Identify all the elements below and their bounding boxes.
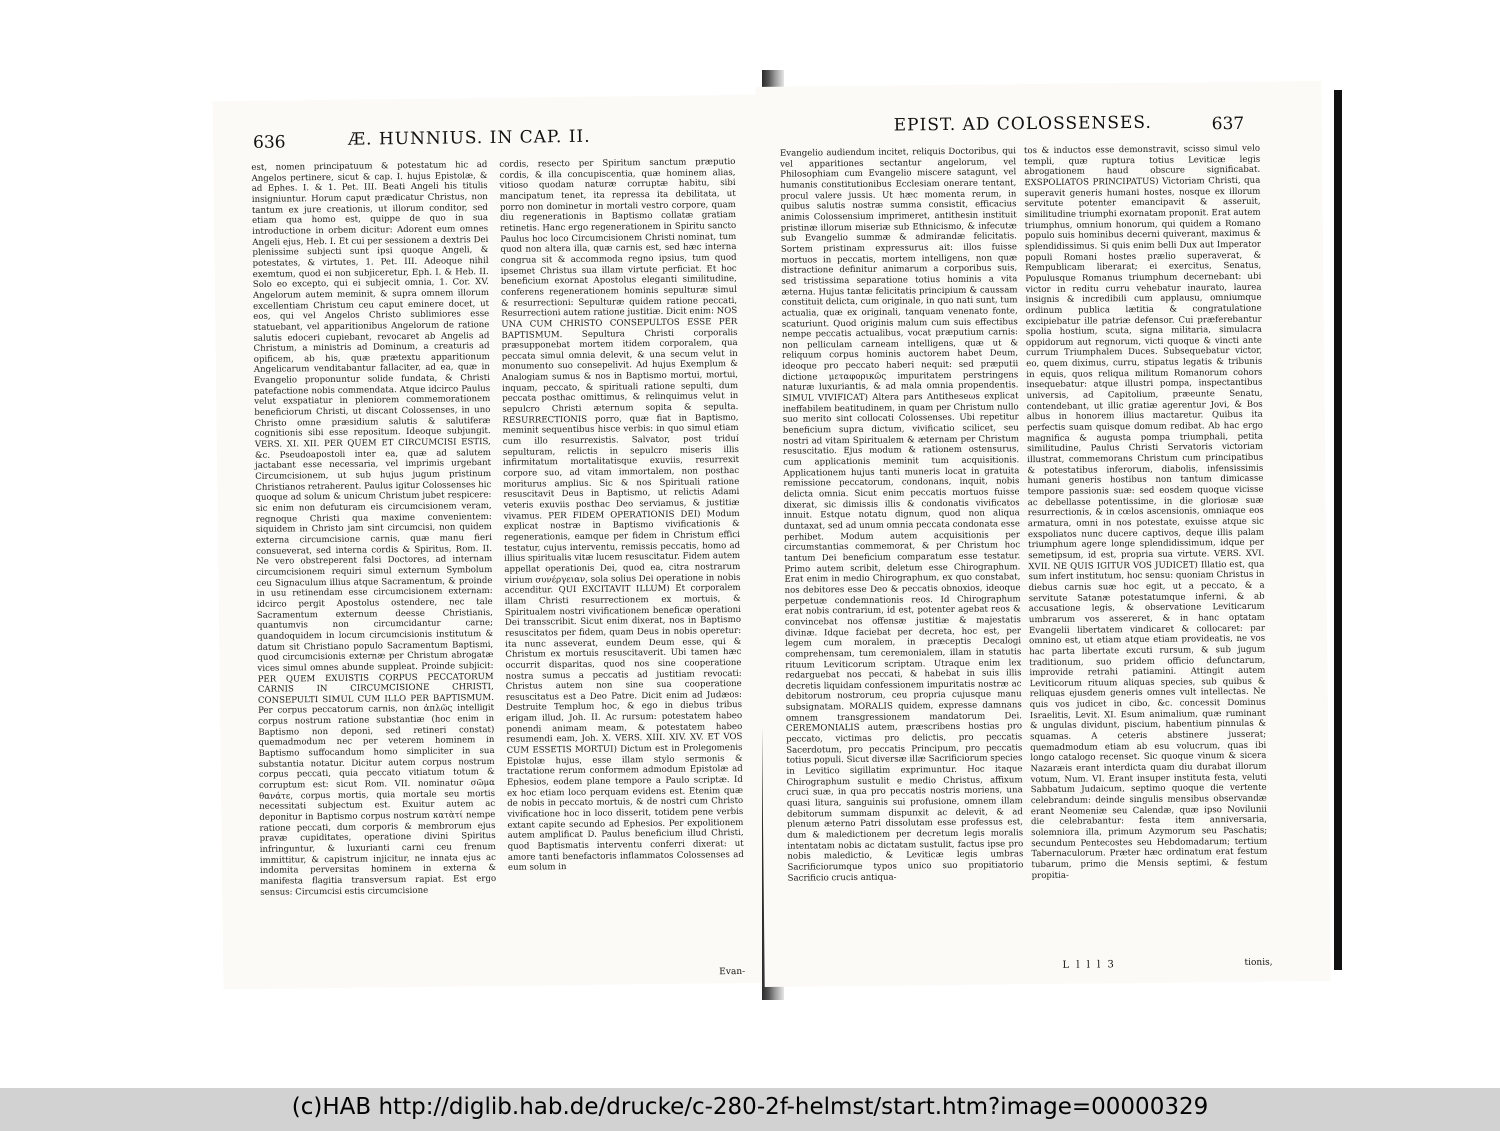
text-column [1024,144,1268,882]
signature-mark: L l l l 3 [1062,959,1116,971]
left-page [213,95,772,990]
column-text: est, nomen principatuum & potestatum hic ad Angelos pertinere, sicut & cap. I. hujus Epistolæ, & ad Ephes. I. & 1. Pet. III. Beati Angeli his titulis insigniuntur. Horum caput prædicatur Christus, non tantum ex jure creationis, ut illorum conditor, sed etiam qua homo est, quippe de quo in sua introductione in orbem dicitur: Adorent eum omnes Angeli ejus, Heb. I. Et cui per sessionem a dextris Dei plenissime subjecti sunt ipsi quoque Angeli, & potestates, & virtutes, 1. Pet. III. Adeoque nihil exemtum, quod ei non subjiceretur, Eph. I. & Heb. II. Solo eo excepto, qui ei subjecit omnia, 1. Cor. XV. Angelorum autem meminit, & supra omnem illorum excellentiam Christum ceu caput eminere docet, ut eos, qui vel Angelos Christo sublimiores esse statuebant, vel apparitionibus Angelorum de ratione salutis edoceri cupiebant, revocaret ab Angelis ad Christum, a ministris ad Dominum, a creaturis ad opificem, ab his, quæ prætextu apparitionum Angelicarum venditabantur fallaciter, ad ea, quæ in Evangelio proponuntur solide fundata, & Christi patefactione nobis commendata. Atque idcirco Paulus velut exspatiatur in pleniorem commemorationem beneficiorum Christi, ut discant Colossenses, in uno Christo omne præsidium salutis & salutiferæ cognitionis sibi esse repositum. Ideoque subjungit. VERS. XI. XII. PER QUEM ET CIRCUMCISI ESTIS, &c. Pseudoapostoli inter ea, quæ ad salutem jactabant esse necessaria, vel imprimis urgebant Circumcisionem, ut sub hujus jugum pristinum Christianos retraherent. Paulus igitur Colossenses hic quoque ad solum & unicum Christum jubet respicere: sic enim non defuturam eis circumcisionem veram, regnoque Christi qua maxime convenientem: siquidem in Christo jam sint circumcisi, non quidem externa circumcisione carnis, quæ manu fieri consueverat, sed interna cordis & Spiritus, Rom. II. Ne vero obstreperent falsi Doctores, ad internam circumcisionem requiri simul externum Symbolum ceu Signaculum illius atque Sacramentum, & proinde in usu retinendam esse circumcisionem externam: idcirco pergit Apostolus ostendere, nec tale Sacramentum externum deesse Christianis, quantumvis non circumcidantur carne; quandoquidem in locum circumcisionis institutum & datum sit Christiano populo Sacramentum Baptismi, quod circumcisionis externæ per Christum abrogatæ vices simul omnes abunde suppleat. Proinde subjicit: PER QUEM EXUISTIS CORPUS PECCATORUM CARNIS IN CIRCUMCISIONE CHRISTI, CONSEPULTI SIMUL CUM ILLO PER BAPTISMUM. Per corpus peccatorum carnis, non ἁπλῶς intelligit corpus nostrum ratione substantiæ (hoc enim in Baptismo non deponi, sed retineri constat) quemadmodum nec per veterem hominem in Baptismo suffocandum homo simpliciter in sua substantia notatur. Dicitur autem corpus nostrum corpus peccati, quia peccato vitiatum totum & corruptum est: sicut Rom. VII. nominatur σῶμα θανάτε, corpus mortis, quia mortale seu mortis necessitati subjectum est. Exuitur autem ac deponitur in Baptismo corpus nostrum κατὰτί nempe ratione peccati, dum corporis & membrorum ejus pravæ cupiditates, operatione divini Spiritus infringuntur, & luxurianti carni ceu frenum immittitur, & capistrum injicitur, ne innata ejus ac indomita perversitas hominem in externa & manifesta flagitia transversum rapiat. Est ergo sensus: Circumcisi estis circumcisione [251,160,497,898]
column-text: cordis, resecto per Spiritum sanctum præputio cordis, & illa concupiscentia, quæ hominem alias, vitioso quodam naturæ corruptæ habitu, sibi mancipatum tenet, ita repressa ita debilitata, ut porro non dominetur in mortali vestro corpore, quam diu regenerationis in Baptismo collatæ gratiam retinetis. Hanc ergo regenerationem in Spiritu sancto Paulus hoc loco Circumcisionem Christi nominat, tum quod non altera illa, quæ carnis est, sed hæc interna congrua sit & accommoda regno ipsius, tum quod ipsemet Christus sua illam virtute perficiat. Et hoc beneficium exornat Apostolus eleganti similitudine, conferens regenerationem hominis sepulturæ simul & resurrectioni: Sepulturæ quidem ratione peccati, Resurrectioni autem ratione justitiæ. Dicit enim: NOS UNA CUM CHRISTO CONSEPULTOS ESSE PER BAPTISMUM. Sepultura Christi corporalis præsupponebat mortem itidem corporalem, qua peccata simul omnia delevit, & una secum velut in monumento suo consepelivit. Ad hujus Exemplum & Analogiam sumus & nos in Baptismo mortui, mortui, inquam, peccato, & spirituali ratione sepulti, dum peccata posthac omittimus, & relinquimus velut in sepulcro Christi æternum sopita & sepulta. RESURRECTIONIS porro, quæ fiat in Baptismo, meminit sequentibus hisce verbis: in quo simul etiam cum illo resurrexistis. Salvator, post triduí sepulturam, relictis in sepulcro miseris illis infirmitatum mortalitatisque exuviis, resurrexit corpore suo, ad vitam immortalem, non posthac moriturus amplius. Sic & nos Spirituali ratione resuscitavit Deus in Baptismo, ut relictis Adami veteris exuviis posthac Deo serviamus, & justitiæ vivamus. PER FIDEM OPERATIONIS DEI) Modum explicat nostræ in Baptismo vivificationis & regenerationis, eamque per fidem in Christum effici testatur, cujus interventu, remissis peccatis, homo ad illius spiritualis vitæ lucem resuscitatur. Fidem autem appellat operationis Dei, quod ea, citra nostrarum virium συνέργειαν, sola solius Dei operatione in nobis accenditur. QUI EXCITAVIT ILLUM) Et corporalem illam Christi resurrectionem ex mortuis, & Spiritualem nostri vivificationem beneficæ operationi Dei transscribit. Sicut enim dixerat, nos in Baptismo resuscitatos per fidem, quam Deus in nobis operetur: ita nunc asseverat, eundem Deum esse, qui & Christum ex mortuis resuscitaverit. Ubi tamen hæc occurrit disparitas, quod nos sine cooperatione nostra sumus a peccatis ad justitiam revocati: Christus autem non sine sua cooperatione resuscitatus est a Deo Patre. Dicit enim ad Judæos: Destruite Templum hoc, & ego in diebus tribus erigam illud, Joh. II. Ac rursum: potestatem habeo ponendi animam meam, & potestatem habeo resumendi eam, Joh. X. VERS. XIII. XIV. XV. ET VOS CUM ESSETIS MORTUI) Dictum est in Prolegomenis Epistolæ hujus, esse illam stylo sermonis & tractatione rerum conformem admodum Epistolæ ad Ephesios, eodem plane tempore a Paulo scriptæ. Id ex hoc etiam loco perquam evidens est. Etenim quæ de nobis in peccato mortuis, & de nostri cum Christo vivificatione hoc in loco disserit, totidem pene verbis extant capite secundo ad Ephesios. Per expolitionem autem amplificat D. Paulus beneficium illud Christi, quod Baptismatis interventu conferri dixerat: ut amore tanti benefactoris inflammatos Colossenses ad eum solum in [499,156,744,874]
catchword: tionis, [1244,957,1273,968]
text-column [251,160,496,898]
footer-bar [0,1088,1500,1131]
column-text: Evangelio audiendum incitet, reliquis Doctoribus, qui vel apparitiones sectantur angelorum, vel Philosophiam cum Evangelio miscere satagunt, vel humanis constitutionibus Ecclesiam onerare tentant, procul valere jussis. Ut hæc momenta rerum, in quibus salutis nostræ summa consistit, efficacius animis Colossensium imprimeret, antithesin instituit pristinæ illorum miseriæ sub Ethnicismo, & infecutæ sub Evangelio summæ & admirandæ felicitatis. Sortem pristinam expressurus ait: illos fuisse mortuos in peccatis, mortem intelligens, non quæ distractione definitur animarum a corporibus suis, sed tristissima separatione totius hominis a vita æterna. Hujus tantæ felicitatis principium & caussam constituit delicta, cum originale, in quo nati sunt, tum actualia, quæ ex originali, tanquam venenato fonte, scaturiunt. Quod originis malum cum suis effectibus nempe peccatis actualibus, vocat præputium carnis: non pelliculam carneam intelligens, quæ ut & reliquum corpus hominis auctorem habet Deum, ideoque pro peccato haberi nequit: sed præputii dictione μεταφορικῶς impuritatem perstringens naturæ luxuriantis, & ad mala omnia propendentis. SIMUL VIVIFICAT) Altera pars Antitheseωs explicat ineffabilem beatitudinem, in quam per Christum nullo suo merito sint collocati Colossenses. Ubi repetitur beneficium supra dictum, vivificatio scilicet, seu nostri ad vitam Spiritualem & æternam per Christum resuscitatio. Ejus modum & rationem ostensurus, cum applicationis meminit tum acquisitionis. Applicationem hujus tanti muneris locat in gratuita remissione peccatorum, condonans, inquit, nobis delicta omnia. Sicut enim peccatis mortuos fuisse dixerat, sic dimissis illis & condonatis vivificatos innuit. Estque notatu dignum, quod non aliqua duntaxat, sed ad unum omnia peccata condonata esse perhibet. Modum autem acquisitionis per circumstantias commemorat, & per Christum hoc tantum Dei beneficium comparatum esse testatur. Primo autem scribit, deletum esse Chirographum. Erat enim in medio Chirographum, ex quo constabat, nos debitores esse Deo & peccatis obnoxios, ideoque perpetuæ condemnationis reos. Id Chirographum erat nobis contrarium, id est, potenter agebat reos & convincebat nos offensæ justitiæ & majestatis divinæ. Idque faciebat per decreta, hoc est, per legem cum moralem, in præceptis Decalogi comprehensam, tum ceremonialem, illam in statutis rituum Leviticorum scriptam. Utraque enim lex redarguebat nos peccati, & habebat in suis illis decretis liquidam confessionem impuritatis nostræ ac debitorum nostrorum, ceu propria cujusque manu subsignatam. MORALIS quidem, expresse damnans omnem transgressionem mandatorum Dei. CEREMONIALIS autem, præscribens hostias pro peccato, victimas pro delictis, pro peccatis Sacerdotum, pro peccatis Principum, pro peccatis totius populi. Sicut diversæ illæ Sacrificiorum species in Levitico sigillatim exprimuntur. Hoc itaque Chirographum sustulit e medio Christus, affixum cruci suæ, in qua pro peccatis nostris moriens, una quasi litura, sanguinis sui profusione, omnem illam debitorum summam dispunxit ac delevit, & ad plenum æterno Patri dissolutam esse professus est, dum & maledictionem per decretum legis moralis intentatam nobis ac dictatam sustulit, factus ipse pro nobis maledictio, & Leviticæ legis umbras Sacrificiorumque typos unico suo propitiatorio Sacrificio crucis antiqua- [779,146,1024,884]
text-column [780,146,1024,884]
running-head: Æ. HUNNIUS. IN CAP. II. [347,126,591,150]
catchword: Evan- [719,966,746,978]
column-text: tos & inductos esse demonstravit, scisso simul velo templi, quæ ruptura totius Leviticæ legis abrogationem haud obscure significabat. EXSPOLIATOS PRINCIPATUS) Victoriam Christi, qua superavit generis humani hostes, nosque ex illorum servitute potenter emancipavit & asseruit, similitudine triumphi exornatam proponit. Erat autem triumphus, omnium honorum, qui quidem a Romano populo suis hominibus decerni quiverant, maximus & splendidissimus. Si quis enim belli Dux aut Imperator populi Romani hostes prælio superaverat, & Rempublicam liberarat; ei exercitus, Senatus, Populusque Romanus triumphum decernebant: ubi victor in reditu curru vehebatur inaurato, laurea insignis & incredibili cum applausu, omniumque ordinum publica lætitia & congratulatione excipiebatur ille patriæ defensor. Cui præferebantur spolia hostium, scuta, signa militaria, simulacra oppidorum aut regnorum, victi quoque & vincti ante currum Triumphalem Duces. Subsequebatur victor, eo, quem diximus, curru, stipatus legatis & tribunis in equis, quos reliqua militum Romanorum cohors insequebatur: atque illustri pompa, inspectantibus universis, ad Capitolium, præeunte Senatu, contendebant, ut illic gratiæ agerentur Jovi, & Bos albus in honorem illius mactaretur. Quibus ita perfectis suam quisque domum redibat. Ab hac ergo magnifica & augusta pompa triumphali, petita similitudine, Paulus Christi Servatoris victoriam illustrat, commemorans Christum cum principatibus & potestatibus inferorum, diabolis, infensissimis humani generis hostibus non tantum dimicasse tempore passionis suæ: sed eosdem quoque vicisse ac debellasse potentissime, in die gloriosæ suæ resurrectionis, & in cœlos ascensionis, omniaque eos armatura, omni in nos potestate, exuisse atque sic exspoliatos nunc ducere captivos, deque illis palam triumphum agere longe splendidissimum, idque per semetipsum, id est, propria sua virtute. VERS. XVI. XVII. NE QUIS IGITUR VOS JUDICET) Illatio est, qua sum infert institutum, hoc sensu: quoniam Christus in diebus carnis suæ hoc egit, ut a peccato, & a servitute Satanæ potestatumque inferni, & ab accusatione legis, & observatione Leviticarum umbrarum vos assereret, & in hanc optatam Evangelii libertatem vindicaret & collocaret: par omnino est, ut etiam atque etiam provideatis, ne vos hac parta libertate excuti rursum, & sub jugum traditionum, suo pridem officio defunctarum, improvide retrahi patiamini. Attingit autem Leviticorum rituum aliquas species, sub quibus & reliquas ejusdem generis omnes vult intellectas. Ne quis vos judicet in cibo, &c. concessit Dominus Israelitis, Levit. XI. Esum animalium, quæ ruminant & ungulas dividunt, piscium, habentium pinnulas & squamas. A ceteris abstinere jusserat; quemadmodum etiam ab esu volucrum, quas ibi longo catalogo recenset. Sic quoque vinum & sicera Nazaræis erant interdicta quam diu durabat illorum votum, Num. VI. Erant insuper instituta festa, veluti Sabbatum Judaicum, septimo quoque die vertente celebrandum: deinde singulis mensibus observandæ erant Neomeniæ seu Calendæ, quæ ipso Novilunii die celebrabantur: festa item anniversaria, solemniora illa, primum Azymorum seu Paschatis; secundum Pentecostes seu Hebdomadarum; tertium Tabernaculorum. Præter hæc ordinatum erat festum tubarum, primo die Mensis septimi, & festum propitia- [1023,143,1268,881]
running-head: EPIST. AD COLOSSENSES. [893,112,1152,136]
page-number: 637 [1211,113,1245,135]
text-column [499,157,744,874]
page-edge-shadow [1334,90,1342,970]
footer-copyright-url: (c)HAB http://diglib.hab.de/drucke/c-280-2f-helmst/start.htm?image=00000329 [291,1094,1209,1120]
right-page [755,81,1330,987]
page-number: 636 [252,132,286,153]
